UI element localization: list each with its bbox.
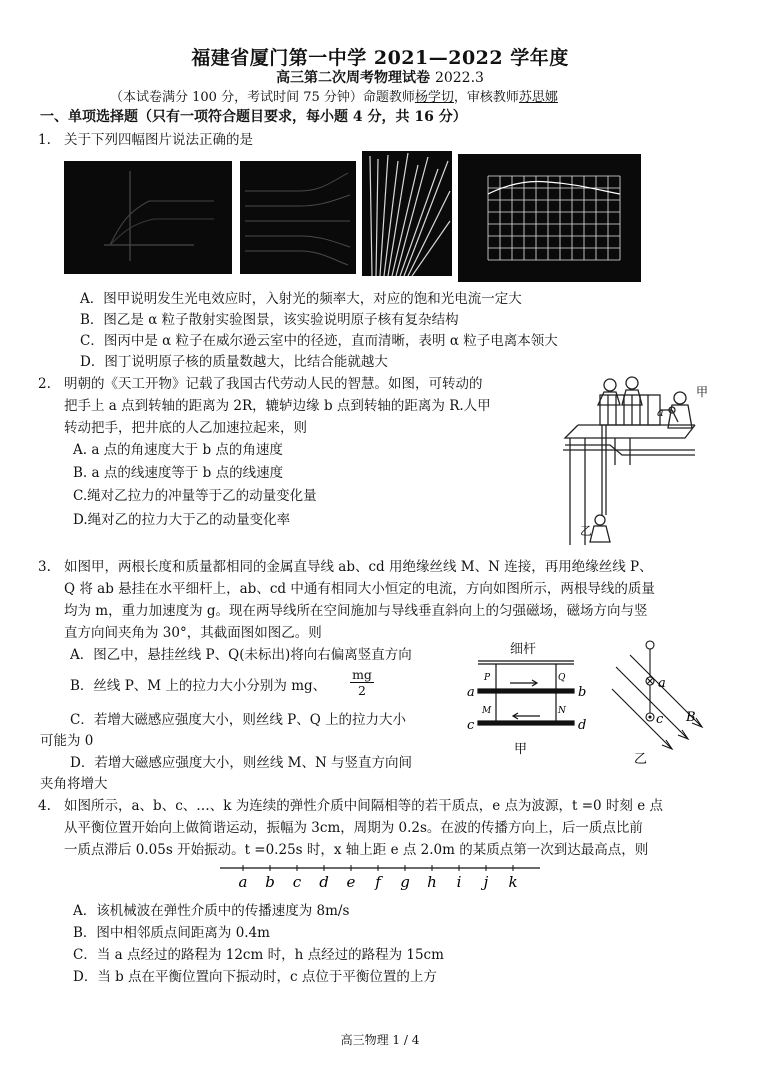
- axis-point-label-j: j: [483, 873, 489, 891]
- q2-option-c: C.绳对乙拉力的冲量等于乙的动量变化量: [73, 488, 317, 504]
- q3-label-yi-a: a: [658, 676, 666, 691]
- section-heading: 一、单项选择题（只有一项符合题目要求，每小题 4 分，共 16 分）: [40, 109, 467, 125]
- axis-point-label-a: a: [238, 873, 248, 891]
- q3-label-a: a: [467, 685, 475, 700]
- q4-axis-figure: [215, 862, 545, 894]
- q2-label-jia: 甲: [696, 385, 709, 399]
- subtitle-text: 高三第二次周考物理试卷: [276, 70, 431, 86]
- q1-text: 关于下列四幅图片说法正确的是: [64, 132, 253, 148]
- q2-label-a: a: [657, 406, 664, 419]
- q4-number: 4.: [38, 798, 51, 814]
- q4-line-3: 一质点滞后 0.05s 开始振动。t =0.25s 时，x 轴上距 e 点 2.0m 的某质点第一次到达最高点，则: [64, 842, 649, 858]
- exam-subtitle: [0, 68, 760, 90]
- meta-prefix: （本试卷满分 100 分，考试时间 75 分钟）命题教师: [110, 90, 415, 105]
- q3-label-yi-c: c: [656, 712, 664, 727]
- q1-figure-b: [240, 161, 356, 274]
- q1-figure-b-graph: [240, 161, 356, 274]
- reviewer-name: 苏思娜: [518, 90, 558, 105]
- q3-line-3: 均为 m，重力加速度为 g。现在两导线所在空间施加与导线垂直斜向上的匀强磁场，磁场方向与竖: [64, 603, 648, 619]
- axis-point-label-k: k: [508, 873, 518, 891]
- exam-date: 2022.3: [434, 70, 484, 86]
- q3-number: 3.: [38, 559, 51, 575]
- q3-text-1: 如图甲，两根长度和质量都相同的金属直导线 ab、cd 用绝缘丝线 M、N 连接，再用绝缘丝线 P、: [64, 559, 653, 575]
- axis-point-label-f: f: [375, 873, 381, 891]
- q3-label-d: d: [578, 718, 587, 733]
- q3-line-1: [38, 557, 653, 578]
- q3-label-N: N: [558, 706, 566, 716]
- q4-text-1: 如图所示，a、b、c、…、k 为连续的弹性介质中间隔相等的若干质点，e 点为波源，t =0 时刻 e 点: [64, 798, 663, 814]
- q3-caption-jia: 甲: [514, 742, 528, 757]
- q4-option-a: A．该机械波在弹性介质中的传播速度为 8m/s: [73, 903, 350, 919]
- q1-option-d: D．图丁说明原子核的质量数越大，比结合能就越大: [80, 354, 388, 370]
- author-name: 杨学切: [414, 90, 454, 105]
- q2-option-d: D.绳对乙的拉力大于乙的动量变化率: [73, 512, 291, 528]
- q3-option-b-fraction: [350, 667, 374, 698]
- q4-option-c: C．当 a 点经过的路程为 12cm 时，h 点经过的路程为 15cm: [73, 947, 444, 963]
- fraction-denominator: 2: [358, 683, 366, 698]
- axis-point-label-b: b: [265, 873, 275, 891]
- q3-line-2: Q 将 ab 悬挂在水平细杆上，ab、cd 中通有相同大小恒定的电流，方向如图所示，两根导线的质量: [64, 581, 655, 597]
- q3-caption-yi: 乙: [634, 752, 648, 767]
- q3-option-a: A．图乙中，悬挂丝线 P、Q(未标出)将向右偏离竖直方向: [70, 647, 412, 663]
- exam-meta: [110, 88, 558, 108]
- q1-figure-d-grid: [458, 154, 641, 282]
- q3-option-b-text: B．丝线 P、M 上的拉力大小分别为 mg、: [70, 678, 327, 694]
- q2-label-yi: 乙: [580, 524, 593, 538]
- q1-option-c: C．图丙中是 α 粒子在威尔逊云室中的径迹，直而清晰，表明 α 粒子电离本领大: [80, 333, 558, 349]
- q3-option-c-line-1: C．若增大磁感应强度大小，则丝线 P、Q 上的拉力大小: [70, 712, 407, 728]
- q2-option-a: A. a 点的角速度大于 b 点的角速度: [73, 442, 283, 458]
- q1-figure-c: [362, 151, 452, 276]
- q1-figure-a: [64, 161, 232, 274]
- q3-option-c-line-2: 可能为 0: [40, 733, 94, 749]
- axis-point-label-d: d: [319, 873, 329, 891]
- axis-point-label-c: c: [292, 873, 302, 891]
- q1-number: 1.: [38, 132, 51, 148]
- q2-text-1: 明朝的《天工开物》记载了我国古代劳动人民的智慧。如图，可转动的: [64, 376, 483, 392]
- q2-line-2: 把手上 a 点到转轴的距离为 2R，辘轳边缘 b 点到转轴的距离为 R.人甲: [64, 398, 491, 414]
- q2-line-1: [38, 374, 483, 395]
- q4-option-d: D．当 b 点在平衡位置向下振动时，c 点位于平衡位置的上方: [73, 969, 437, 985]
- q1-option-b: B．图乙是 α 粒子散射实验图景，该实验说明原子核有复杂结构: [80, 312, 459, 328]
- q2-figure-windlass: [560, 370, 710, 550]
- meta-mid: ，审核教师: [453, 90, 519, 105]
- q3-label-Q: Q: [558, 673, 566, 683]
- q3-label-c: c: [467, 718, 475, 733]
- q3-option-b: [70, 676, 326, 697]
- q3-label-b: b: [578, 685, 587, 700]
- axis-point-label-g: g: [400, 873, 410, 891]
- q1-figure-a-graph: [64, 161, 232, 274]
- q2-option-b: B. a 点的线速度等于 b 点的线速度: [73, 465, 284, 481]
- q4-line-2: 从平衡位置开始向上做简谐运动，振幅为 3cm，周期为 0.2s。在波的传播方向上，后一质点比前: [64, 820, 643, 836]
- q3-figure-yi: [610, 637, 720, 767]
- q2-number: 2.: [38, 376, 51, 392]
- q1-figure-d: [458, 154, 641, 282]
- axis-point-label-e: e: [346, 873, 356, 891]
- q3-label-P: P: [484, 673, 491, 683]
- q1-figure-c-tracks: [362, 151, 452, 276]
- q4-line-1: [38, 796, 663, 817]
- q1-option-a: A．图甲说明发生光电效应时，入射光的频率大，对应的饱和光电流一定大: [80, 291, 522, 307]
- q3-option-d-line-2: 夹角将增大: [40, 776, 108, 792]
- page-footer: 高三物理 1 / 4: [340, 1033, 420, 1047]
- q4-option-b: B．图中相邻质点间距离为 0.4m: [73, 925, 270, 941]
- axis-point-label-i: i: [456, 873, 462, 891]
- q1-stem: [38, 130, 253, 151]
- page-title: 福建省厦门第一中学 2021—2022 学年度: [191, 47, 569, 69]
- q3-figure-jia: [462, 637, 592, 762]
- q3-label-B: B: [686, 710, 696, 725]
- q3-label-rod: 细杆: [510, 642, 537, 657]
- q3-line-4: 直方向间夹角为 30°，其截面图如图乙。则: [64, 625, 322, 641]
- q3-option-d-line-1: D．若增大磁感应强度大小，则丝线 M、N 与竖直方向间: [70, 755, 413, 771]
- q3-label-M: M: [482, 706, 492, 716]
- fraction-numerator: mg: [350, 667, 374, 683]
- axis-point-label-h: h: [427, 873, 437, 891]
- q2-line-3: 转动把手，把井底的人乙加速拉起来，则: [64, 420, 307, 436]
